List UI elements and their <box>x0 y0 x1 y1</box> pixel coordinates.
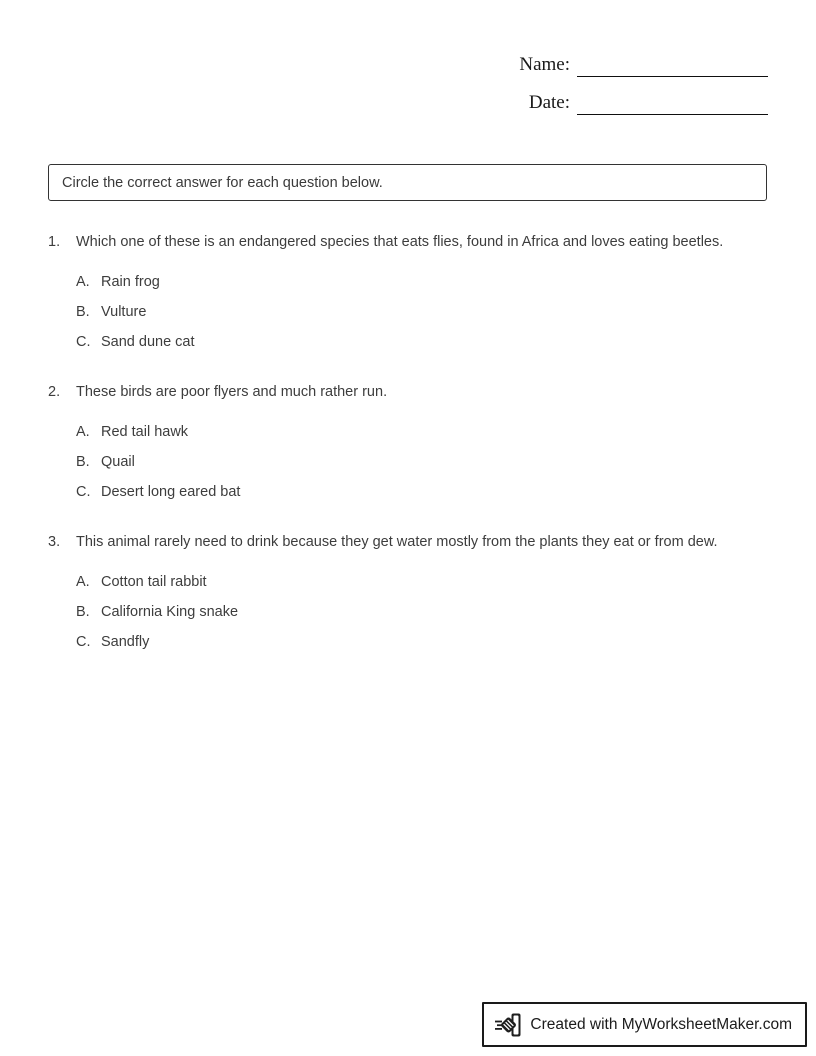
option-letter: C. <box>76 634 91 650</box>
credit-text: Created with MyWorksheetMaker.com <box>530 1015 792 1033</box>
question-2-option-b <box>76 452 768 472</box>
option-letter: C. <box>76 484 91 500</box>
option-text: Rain frog <box>101 274 160 290</box>
option-text: Vulture <box>101 304 147 320</box>
question-3-row <box>48 532 768 552</box>
option-text: Sandfly <box>101 634 150 650</box>
question-2 <box>48 382 768 502</box>
option-text: California King snake <box>101 604 239 620</box>
option-text: Sand dune cat <box>101 334 195 350</box>
option-text: Red tail hawk <box>101 424 189 440</box>
date-field-row <box>516 88 768 115</box>
question-3-options <box>76 572 768 652</box>
question-1-option-b <box>76 302 768 322</box>
option-letter: B. <box>76 304 90 320</box>
option-letter: A. <box>76 574 90 590</box>
question-3-number: 3. <box>48 534 61 550</box>
question-2-text: These birds are poor flyers and much rather run. <box>76 384 388 400</box>
option-letter: A. <box>76 274 90 290</box>
instructions-text: Circle the correct answer for each question below. <box>62 174 383 191</box>
option-letter: B. <box>76 454 90 470</box>
name-blank-line <box>577 51 768 77</box>
question-1-text: Which one of these is an endangered species that eats flies, found in Africa and loves eating beetles. <box>76 234 724 250</box>
question-2-row <box>48 382 768 402</box>
question-1-option-c <box>76 332 768 352</box>
question-1-row <box>48 232 768 252</box>
name-label: Name: <box>519 54 570 75</box>
question-2-number: 2. <box>48 384 61 400</box>
question-3-option-b <box>76 602 768 622</box>
date-blank-line <box>577 89 768 115</box>
worksheet-maker-logo-icon <box>494 1010 522 1040</box>
question-3-option-c <box>76 632 768 652</box>
option-letter: A. <box>76 424 90 440</box>
question-3-text: This animal rarely need to drink because they get water mostly from the plants they eat or from dew. <box>76 534 718 550</box>
date-label: Date: <box>528 92 570 113</box>
question-3-option-a <box>76 572 768 592</box>
question-list <box>48 232 768 652</box>
option-text: Desert long eared bat <box>101 484 241 500</box>
option-text: Cotton tail rabbit <box>101 574 207 590</box>
question-2-option-c <box>76 482 768 502</box>
name-field-row <box>516 50 768 77</box>
header-fields <box>516 50 768 126</box>
question-1 <box>48 232 768 352</box>
option-letter: B. <box>76 604 90 620</box>
question-1-options <box>76 272 768 352</box>
question-2-option-a <box>76 422 768 442</box>
instructions-box <box>48 164 767 201</box>
question-2-options <box>76 422 768 502</box>
question-3 <box>48 532 768 652</box>
option-letter: C. <box>76 334 91 350</box>
option-text: Quail <box>101 454 135 470</box>
credit-badge <box>482 1002 807 1047</box>
question-1-option-a <box>76 272 768 292</box>
question-1-number: 1. <box>48 234 61 250</box>
